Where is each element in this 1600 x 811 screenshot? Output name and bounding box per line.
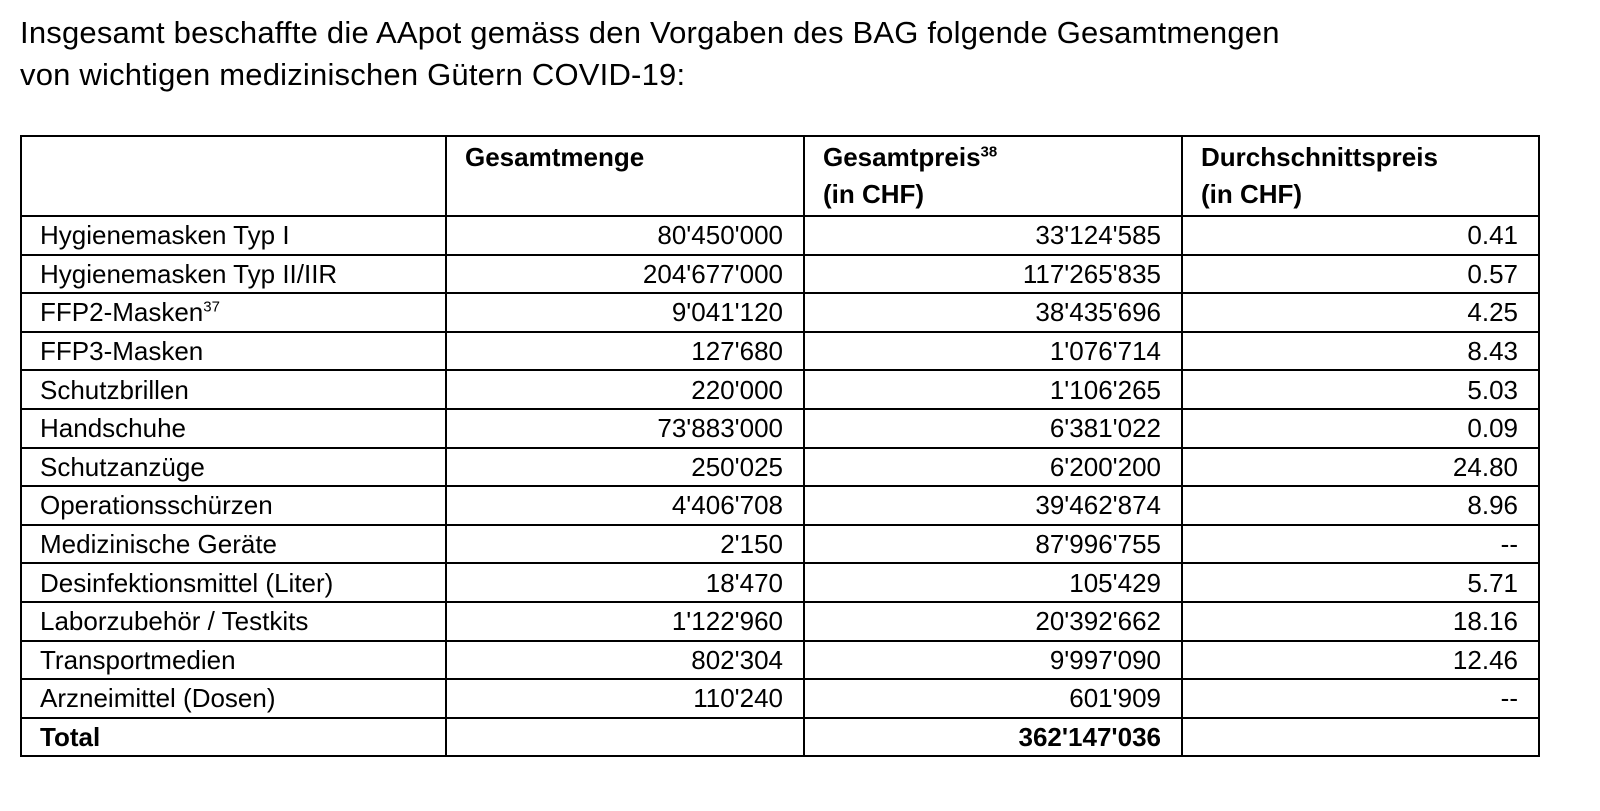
cell-average-price: 8.96 [1182, 486, 1539, 525]
intro-line-1: Insgesamt beschaffte die AApot gemäss den Vorgaben des BAG folgende Gesamtmengen [20, 15, 1280, 50]
table-row [21, 641, 1539, 680]
cell-total-price: 20'392'662 [804, 602, 1182, 641]
table-row [21, 255, 1539, 294]
header-total-price-unit: (in CHF) [823, 179, 925, 209]
table-row [21, 370, 1539, 409]
table-row [21, 486, 1539, 525]
cell-item [21, 679, 446, 718]
cell-quantity: 250'025 [446, 448, 804, 487]
cell-quantity: 80'450'000 [446, 216, 804, 255]
cell-quantity: 18'470 [446, 563, 804, 602]
total-average-price [1182, 718, 1539, 757]
footnote-marker: 38 [980, 143, 998, 161]
table-row [21, 563, 1539, 602]
total-label: Total [21, 718, 446, 757]
cell-total-price: 6'381'022 [804, 409, 1182, 448]
header-average-price-label: Durchschnittspreis [1201, 142, 1438, 172]
table-row [21, 525, 1539, 564]
cell-item [21, 370, 446, 409]
cell-total-price: 105'429 [804, 563, 1182, 602]
table-row [21, 409, 1539, 448]
procurement-table [20, 135, 1540, 757]
cell-average-price: -- [1182, 679, 1539, 718]
table-row [21, 216, 1539, 255]
item-label: Hygienemasken Typ I [40, 220, 290, 251]
cell-item [21, 409, 446, 448]
item-label: Desinfektionsmittel (Liter) [40, 567, 334, 598]
header-quantity-label: Gesamtmenge [465, 142, 645, 172]
table-body [21, 216, 1539, 756]
cell-quantity: 9'041'120 [446, 293, 804, 332]
item-label: FFP3-Masken [40, 336, 204, 367]
cell-item [21, 255, 446, 294]
cell-total-price: 117'265'835 [804, 255, 1182, 294]
cell-average-price: 24.80 [1182, 448, 1539, 487]
cell-total-price: 1'106'265 [804, 370, 1182, 409]
item-label: Medizinische Geräte [40, 529, 277, 560]
cell-total-price: 9'997'090 [804, 641, 1182, 680]
table-row [21, 602, 1539, 641]
cell-average-price: 0.57 [1182, 255, 1539, 294]
cell-total-price: 33'124'585 [804, 216, 1182, 255]
table-row [21, 448, 1539, 487]
table-row [21, 679, 1539, 718]
cell-item [21, 602, 446, 641]
cell-quantity: 127'680 [446, 332, 804, 371]
cell-quantity: 204'677'000 [446, 255, 804, 294]
item-label: Arzneimittel (Dosen) [40, 683, 276, 714]
header-total-price [804, 136, 1182, 216]
cell-item [21, 293, 446, 332]
cell-item [21, 525, 446, 564]
cell-quantity: 2'150 [446, 525, 804, 564]
cell-item [21, 216, 446, 255]
item-label: Schutzanzüge [40, 451, 205, 482]
total-quantity [446, 718, 804, 757]
cell-average-price: 0.41 [1182, 216, 1539, 255]
item-label: Transportmedien [40, 644, 236, 675]
header-quantity [446, 136, 804, 216]
total-row [21, 718, 1539, 757]
intro-line-2: von wichtigen medizinischen Gütern COVID-19: [20, 57, 686, 92]
cell-item [21, 486, 446, 525]
total-price: 362'147'036 [804, 718, 1182, 757]
header-average-price-unit: (in CHF) [1201, 179, 1303, 209]
cell-total-price: 6'200'200 [804, 448, 1182, 487]
cell-average-price: 12.46 [1182, 641, 1539, 680]
item-label: Operationsschürzen [40, 490, 273, 521]
table-header [21, 136, 1539, 216]
cell-average-price: 5.03 [1182, 370, 1539, 409]
cell-total-price: 39'462'874 [804, 486, 1182, 525]
cell-total-price: 601'909 [804, 679, 1182, 718]
cell-average-price: -- [1182, 525, 1539, 564]
cell-total-price: 38'435'696 [804, 293, 1182, 332]
header-row [21, 136, 1539, 216]
footnote-marker: 37 [203, 298, 220, 316]
intro-paragraph [20, 12, 1580, 96]
cell-quantity: 802'304 [446, 641, 804, 680]
item-label: FFP2-Masken [40, 297, 204, 328]
item-label: Schutzbrillen [40, 374, 189, 405]
cell-quantity: 110'240 [446, 679, 804, 718]
cell-item [21, 448, 446, 487]
header-item [21, 136, 446, 216]
header-total-price-label: Gesamtpreis [823, 142, 981, 172]
cell-average-price: 5.71 [1182, 563, 1539, 602]
cell-average-price: 4.25 [1182, 293, 1539, 332]
cell-total-price: 1'076'714 [804, 332, 1182, 371]
item-label: Laborzubehör / Testkits [40, 606, 309, 637]
cell-total-price: 87'996'755 [804, 525, 1182, 564]
cell-quantity: 220'000 [446, 370, 804, 409]
cell-average-price: 8.43 [1182, 332, 1539, 371]
table-row [21, 332, 1539, 371]
item-label: Hygienemasken Typ II/IIR [40, 258, 338, 289]
cell-item [21, 641, 446, 680]
cell-average-price: 0.09 [1182, 409, 1539, 448]
table-row [21, 293, 1539, 332]
cell-quantity: 4'406'708 [446, 486, 804, 525]
item-label: Handschuhe [40, 413, 186, 444]
cell-average-price: 18.16 [1182, 602, 1539, 641]
header-average-price [1182, 136, 1539, 216]
cell-quantity: 1'122'960 [446, 602, 804, 641]
cell-quantity: 73'883'000 [446, 409, 804, 448]
cell-item [21, 332, 446, 371]
cell-item [21, 563, 446, 602]
